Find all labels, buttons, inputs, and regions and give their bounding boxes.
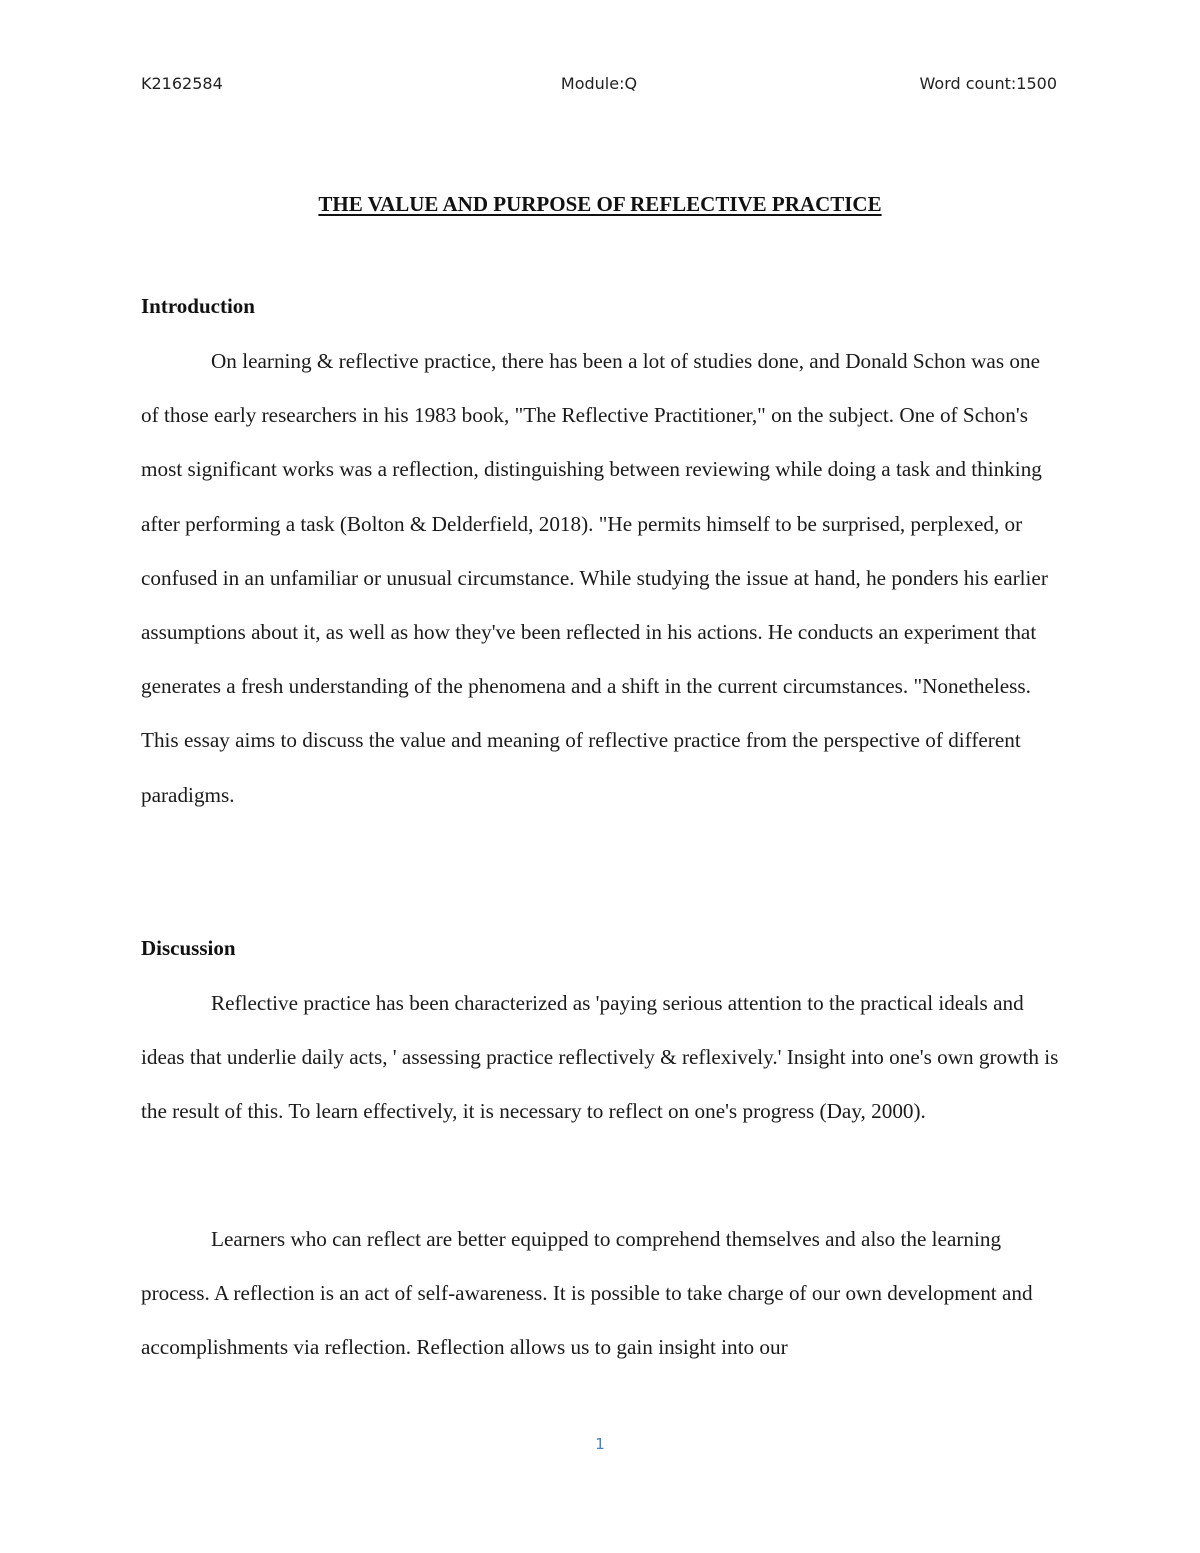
discussion-heading: Discussion xyxy=(141,936,236,960)
introduction-heading: Introduction xyxy=(141,294,255,318)
page-number: 1 xyxy=(595,1435,605,1453)
page-header xyxy=(141,74,1057,98)
student-id: K2162584 xyxy=(141,74,223,93)
word-count: Word count:1500 xyxy=(919,74,1057,93)
introduction-paragraph: On learning & reflective practice, there has been a lot of studies done, and Donald Schon was one of those early researchers in his 1983 book, "The Reflective Practitioner," on the subject. One of Schon's most significant works was a reflection, distinguishing between reviewing while doing a task and thinking after performing a task (Bolton & Delderfield, 2018). "He permits himself to be surprised, perplexed, or confused in an unfamiliar or unusual circumstance. While studying the issue at hand, he ponders his earlier assumptions about it, as well as how they've been reflected in his actions. He conducts an experiment that generates a fresh understanding of the phenomena and a shift in the current circumstances. "Nonetheless. This essay aims to discuss the value and meaning of reflective practice from the perspective of different paradigms. xyxy=(141,349,1048,807)
discussion-paragraph: Reflective practice has been characterized as 'paying serious attention to the practical ideals and ideas that underlie daily acts, ' assessing practice reflectively & reflexively.' Insight into one's own growth is the result of this. To learn effectively, it is necessary to reflect on one's progress (Day, 2000). xyxy=(141,991,1059,1124)
document-title: THE VALUE AND PURPOSE OF REFLECTIVE PRACTICE xyxy=(318,192,882,216)
module-label: Module:Q xyxy=(560,74,638,93)
discussion-paragraph: Learners who can reflect are better equipped to comprehend themselves and also the learning process. A reflection is an act of self-awareness. It is possible to take charge of our own development and accomplishments via reflection. Reflection allows us to gain insight into our xyxy=(141,1227,1033,1360)
